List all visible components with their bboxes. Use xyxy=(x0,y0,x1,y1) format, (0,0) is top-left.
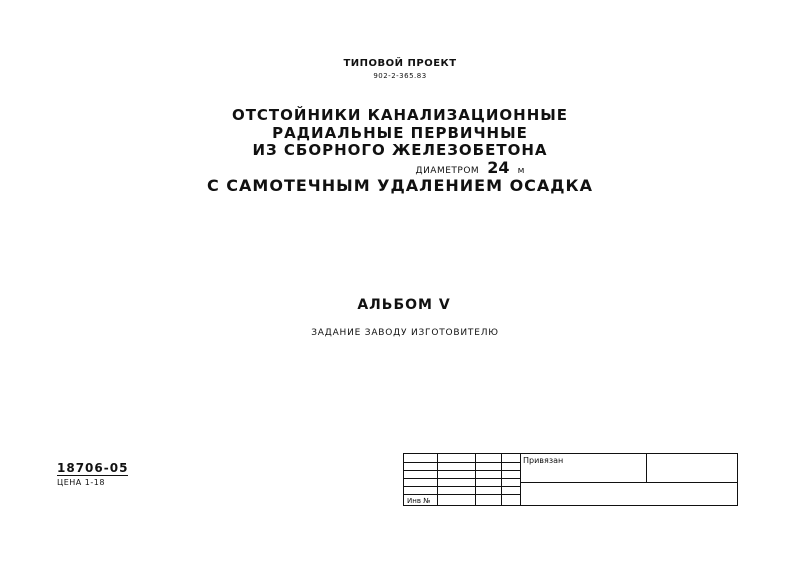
diameter-label: ДИАМЕТРОМ xyxy=(415,166,480,176)
diameter-line xyxy=(0,158,800,177)
project-title: ТИПОВОЙ ПРОЕКТ xyxy=(343,58,457,69)
price: ЦЕНА 1-18 xyxy=(57,478,105,487)
stamp-tied-label: Привязан xyxy=(523,456,564,465)
project-code: 902-2-365.83 xyxy=(373,72,427,80)
title-line-1: ОТСТОЙНИКИ КАНАЛИЗАЦИОННЫЕ xyxy=(231,106,569,124)
stamp-row-line xyxy=(404,462,520,463)
stamp-divider xyxy=(520,454,521,505)
stamp-inventory-label: Инв № xyxy=(407,497,431,505)
stamp-row-line xyxy=(520,482,737,483)
document-number: 18706-05 xyxy=(57,461,129,475)
stamp-row-line xyxy=(404,494,520,495)
album-description: ЗАДАНИЕ ЗАВОДУ ИЗГОТОВИТЕЛЮ xyxy=(311,328,499,338)
diameter-value: 24 xyxy=(487,158,510,177)
stamp-row-line xyxy=(404,470,520,471)
diameter-unit: м xyxy=(517,166,525,176)
stamp-row-line xyxy=(404,478,520,479)
album-name: АЛЬБОМ V xyxy=(357,297,451,313)
title-block-stamp xyxy=(403,453,738,506)
title-line-5: С САМОТЕЧНЫМ УДАЛЕНИЕМ ОСАДКА xyxy=(206,176,594,195)
title-line-3: ИЗ СБОРНОГО ЖЕЛЕЗОБЕТОНА xyxy=(252,141,548,159)
stamp-row-line xyxy=(404,486,520,487)
stamp-divider xyxy=(646,454,647,482)
title-line-2: РАДИАЛЬНЫЕ ПЕРВИЧНЫЕ xyxy=(272,124,528,142)
